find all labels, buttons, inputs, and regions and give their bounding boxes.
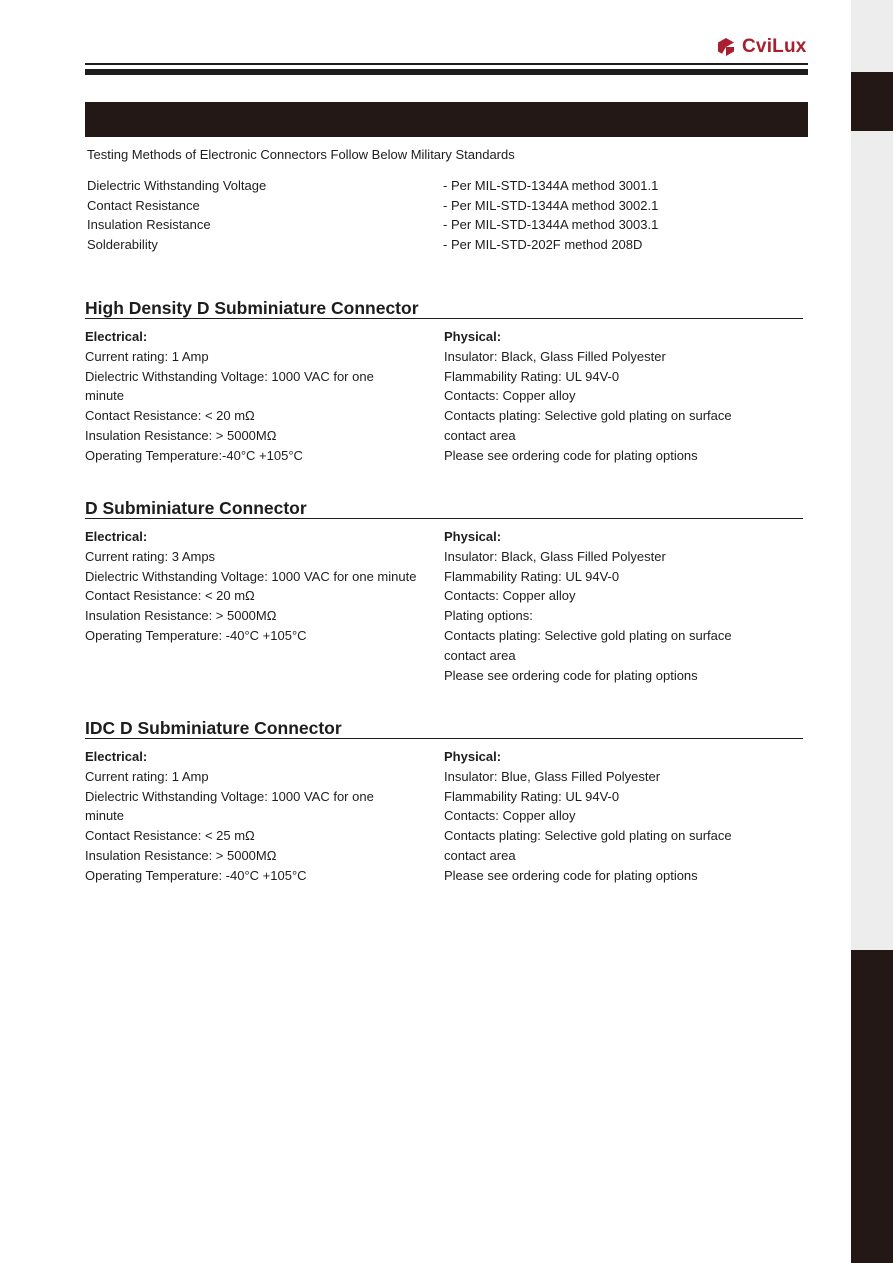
physical-title: Physical:: [444, 749, 502, 764]
spec-line: Insulation Resistance: > 5000MΩ: [85, 847, 277, 863]
physical-column: [444, 747, 774, 886]
spec-line: Operating Temperature:-40°C +105°C: [85, 447, 303, 463]
spec-line: Current rating: 1 Amp: [85, 348, 209, 364]
spec-line: Insulator: Black, Glass Filled Polyester: [444, 548, 666, 564]
test-methods-list: [87, 178, 807, 257]
header-rule-thick: [85, 69, 808, 75]
spec-line: Please see ordering code for plating options: [444, 447, 698, 463]
spec-line: Operating Temperature: -40°C +105°C: [85, 627, 307, 643]
spec-line: Plating options:: [444, 608, 533, 624]
brand-logo: [716, 36, 807, 58]
header-rule-thin: [85, 63, 808, 65]
spec-line: Insulation Resistance: > 5000MΩ: [85, 427, 277, 443]
spec-line: Contact Resistance: < 20 mΩ: [85, 408, 255, 424]
section-title: High Density D Subminiature Connector: [85, 298, 803, 319]
spec-line: minute: [85, 808, 125, 824]
physical-column: [444, 527, 774, 685]
spec-line: Contacts: Copper alloy: [444, 588, 576, 604]
test-name: Dielectric Withstanding Voltage: [87, 178, 267, 193]
spec-line: contact area: [444, 427, 516, 443]
spec-line: minute: [85, 388, 125, 404]
brand-name: CviLux: [742, 36, 807, 57]
electrical-title: Electrical:: [85, 329, 148, 344]
spec-line: Contacts: Copper alloy: [444, 388, 576, 404]
spec-line: contact area: [444, 647, 516, 663]
section-title: D Subminiature Connector: [85, 498, 803, 519]
physical-title: Physical:: [444, 329, 502, 344]
section-d-sub: [85, 498, 803, 683]
side-tab-bottom: [851, 950, 893, 1263]
title-bar: [85, 102, 808, 137]
cvilux-logo-icon: [716, 37, 736, 57]
electrical-title: Electrical:: [85, 529, 148, 544]
test-row: [87, 237, 807, 257]
test-row: [87, 217, 807, 237]
spec-line: Current rating: 3 Amps: [85, 548, 216, 564]
test-name: Solderability: [87, 237, 158, 253]
test-row: [87, 198, 807, 218]
spec-line: Operating Temperature: -40°C +105°C: [85, 867, 307, 883]
spec-line: Please see ordering code for plating options: [444, 867, 698, 883]
test-row: [87, 178, 807, 198]
electrical-title: Electrical:: [85, 749, 148, 764]
spec-line: Dielectric Withstanding Voltage: 1000 VAC for one: [85, 788, 374, 804]
intro-text: Testing Methods of Electronic Connectors Follow Below Military Standards: [87, 147, 515, 162]
section-idc-d-sub: [85, 718, 803, 883]
spec-line: contact area: [444, 847, 516, 863]
electrical-column: [85, 527, 435, 646]
test-method: - Per MIL-STD-1344A method 3001.1: [443, 178, 659, 193]
spec-line: Insulator: Black, Glass Filled Polyester: [444, 348, 666, 364]
electrical-column: [85, 327, 435, 466]
spec-line: Flammability Rating: UL 94V-0: [444, 568, 620, 584]
electrical-column: [85, 747, 435, 886]
spec-line: Contacts plating: Selective gold plating on surface: [444, 408, 732, 424]
spec-line: Contacts plating: Selective gold plating on surface: [444, 828, 732, 844]
section-title: IDC D Subminiature Connector: [85, 718, 803, 739]
test-method: - Per MIL-STD-202F method 208D: [443, 237, 643, 253]
spec-line: Contact Resistance: < 20 mΩ: [85, 588, 255, 604]
spec-line: Insulation Resistance: > 5000MΩ: [85, 608, 277, 624]
test-method: - Per MIL-STD-1344A method 3003.1: [443, 217, 659, 233]
side-tab-top: [851, 72, 893, 131]
spec-line: Please see ordering code for plating options: [444, 667, 698, 683]
spec-line: Contacts: Copper alloy: [444, 808, 576, 824]
physical-column: [444, 327, 774, 466]
test-name: Contact Resistance: [87, 197, 200, 213]
spec-line: Current rating: 1 Amp: [85, 768, 209, 784]
section-high-density-d-sub: [85, 298, 803, 463]
test-name: Insulation Resistance: [87, 217, 211, 233]
spec-line: Dielectric Withstanding Voltage: 1000 VAC for one minute: [85, 568, 417, 584]
spec-line: Flammability Rating: UL 94V-0: [444, 788, 620, 804]
spec-line: Dielectric Withstanding Voltage: 1000 VAC for one: [85, 368, 374, 384]
spec-line: Contact Resistance: < 25 mΩ: [85, 828, 255, 844]
spec-line: Flammability Rating: UL 94V-0: [444, 368, 620, 384]
test-method: - Per MIL-STD-1344A method 3002.1: [443, 197, 659, 213]
physical-title: Physical:: [444, 529, 502, 544]
spec-line: Insulator: Blue, Glass Filled Polyester: [444, 768, 661, 784]
spec-line: Contacts plating: Selective gold plating on surface: [444, 627, 732, 643]
